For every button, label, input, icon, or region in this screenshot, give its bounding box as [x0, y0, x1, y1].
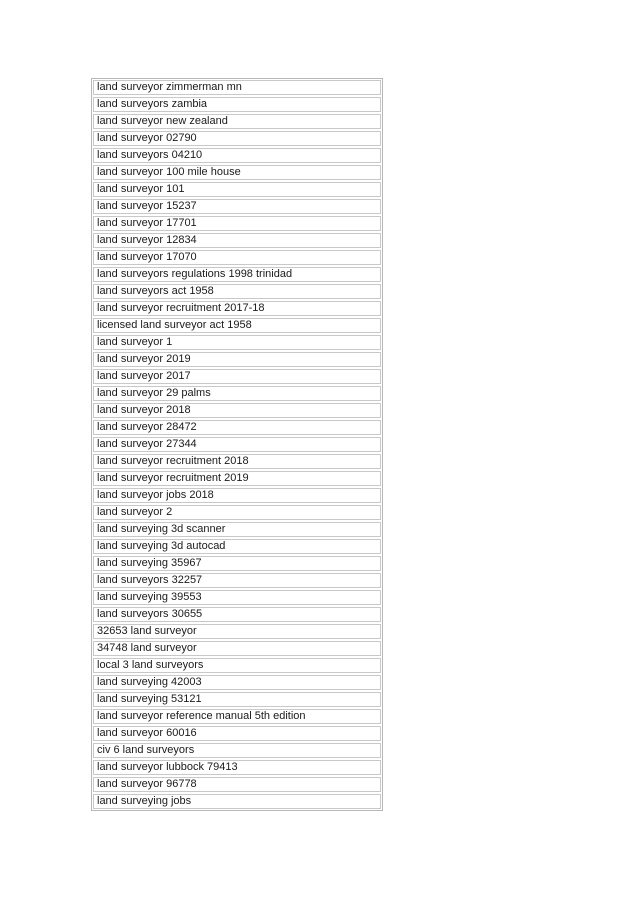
table-row: land surveyors 30655 [93, 607, 381, 622]
table-row: land surveyors 32257 [93, 573, 381, 588]
table-row: land surveyors regulations 1998 trinidad [93, 267, 381, 282]
table-row: land surveyor 17701 [93, 216, 381, 231]
table-row: land surveyor recruitment 2018 [93, 454, 381, 469]
table-row: land surveyor 100 mile house [93, 165, 381, 180]
table-row: land surveyor recruitment 2019 [93, 471, 381, 486]
table-row: land surveyor 28472 [93, 420, 381, 435]
table-row: land surveyors act 1958 [93, 284, 381, 299]
table-row: land surveying 35967 [93, 556, 381, 571]
table-row: land surveyor 60016 [93, 726, 381, 741]
table-row: land surveyor 12834 [93, 233, 381, 248]
table-row: land surveyors 04210 [93, 148, 381, 163]
table-row: land surveyor 2017 [93, 369, 381, 384]
table-row: licensed land surveyor act 1958 [93, 318, 381, 333]
table-row: land surveyor zimmerman mn [93, 80, 381, 95]
table-row: land surveyors zambia [93, 97, 381, 112]
table-row: land surveyor new zealand [93, 114, 381, 129]
table-row: land surveyor 02790 [93, 131, 381, 146]
table-row: land surveying 42003 [93, 675, 381, 690]
table-row: land surveying 3d autocad [93, 539, 381, 554]
table-row: land surveyor 27344 [93, 437, 381, 452]
table-row: land surveyor 96778 [93, 777, 381, 792]
table-row: land surveyor jobs 2018 [93, 488, 381, 503]
table-row: land surveying 53121 [93, 692, 381, 707]
table-row: land surveyor 2 [93, 505, 381, 520]
table-row: 32653 land surveyor [93, 624, 381, 639]
table-row: land surveyor 15237 [93, 199, 381, 214]
table-row: local 3 land surveyors [93, 658, 381, 673]
table-row: land surveyor 2018 [93, 403, 381, 418]
table-row: land surveyor reference manual 5th edition [93, 709, 381, 724]
table-row: land surveyor 2019 [93, 352, 381, 367]
table-row: land surveyor recruitment 2017-18 [93, 301, 381, 316]
table-row: land surveyor 17070 [93, 250, 381, 265]
table-row: civ 6 land surveyors [93, 743, 381, 758]
table-row: land surveying 3d scanner [93, 522, 381, 537]
table-row: land surveyor 29 palms [93, 386, 381, 401]
table-row: 34748 land surveyor [93, 641, 381, 656]
keyword-table [91, 78, 383, 811]
table-row: land surveyor 1 [93, 335, 381, 350]
table-row: land surveyor 101 [93, 182, 381, 197]
table-row: land surveying jobs [93, 794, 381, 809]
table-row: land surveying 39553 [93, 590, 381, 605]
table-row: land surveyor lubbock 79413 [93, 760, 381, 775]
